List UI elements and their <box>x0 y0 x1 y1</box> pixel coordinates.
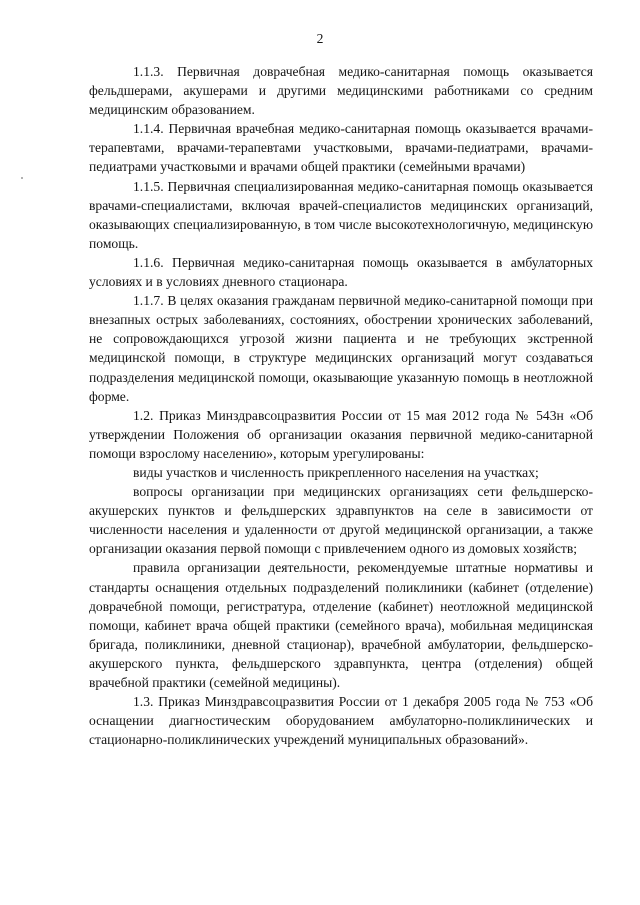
page-number: 2 <box>316 31 324 46</box>
paragraph-1-1-7: 1.1.7. В целях оказания гражданам первичной медико-санитарной помощи при внезапных острых заболеваниях, состояниях, обострении хронических заболеваний, не сопровождающихся угрозой жизни пациента и не требующих экстренной медицинской помощи, в структуре медицинских организаций могут создаваться подразделения медицинской помощи, оказывающие указанную помощь в неотложной форме. <box>89 293 593 404</box>
paragraph-1-1-3: 1.1.3. Первичная доврачебная медико-санитарная помощь оказывается фельдшерами, акушерами и другими медицинскими работниками со средним медицинским образованием. <box>89 64 593 118</box>
margin-mark <box>21 177 23 179</box>
document-body <box>89 62 593 749</box>
paragraph-list-item-2: вопросы организации при медицинских организациях сети фельдшерско-акушерских пунктов и фельдшерских здравпунктов на селе в зависимости от численности населения и удаленности от другой медицинской организации, а также организации оказания первой помощи с привлечением одного из домовых хозяйств; <box>89 484 593 557</box>
paragraph-1-3: 1.3. Приказ Минздравсоцразвития России от 1 декабря 2005 года № 753 «Об оснащении диагностическим оборудованием амбулаторно-поликлинических и стационарно-поликлинических учреждений муниципальных образований». <box>89 694 593 748</box>
paragraph-1-1-6: 1.1.6. Первичная медико-санитарная помощь оказывается в амбулаторных условиях и в условиях дневного стационара. <box>89 254 593 290</box>
paragraph-1-1-4: 1.1.4. Первичная врачебная медико-санитарная помощь оказывается врачами-терапевтами, врачами-терапевтами участковыми, врачами-педиатрами, врачами-педиатрами участковыми и врачами общей практики (семейными врачами) <box>89 121 593 175</box>
paragraph-list-item-3: правила организации деятельности, рекомендуемые штатные нормативы и стандарты оснащения отдельных подразделений поликлиники (кабинет (отделение) доврачебной помощи, регистратура, отделение (кабинет) неотложной медицинской помощи, кабинет врача общей практики (семейного врача), мобильная медицинская бригада, поликлиники, дневной стационар), врачебной амбулатории, фельдшерско-акушерского пункта, фельдшерского здравпункта, центра (отделения) общей врачебной практики (семейной медицины). <box>89 560 593 690</box>
paragraph-list-item-1: виды участков и численность прикрепленного населения на участках; <box>133 464 539 480</box>
paragraph-1-1-5: 1.1.5. Первичная специализированная медико-санитарная помощь оказывается врачами-специалистами, включая врачей-специалистов медицинских организаций, оказывающих специализированную, в том числе высокотехнологичную, медицинскую помощь. <box>89 178 593 251</box>
paragraph-1-2: 1.2. Приказ Минздравсоцразвития России от 15 мая 2012 года № 543н «Об утверждении Положения об организации оказания первичной медико-санитарной помощи взрослому населению», которым урегулированы: <box>89 407 593 461</box>
